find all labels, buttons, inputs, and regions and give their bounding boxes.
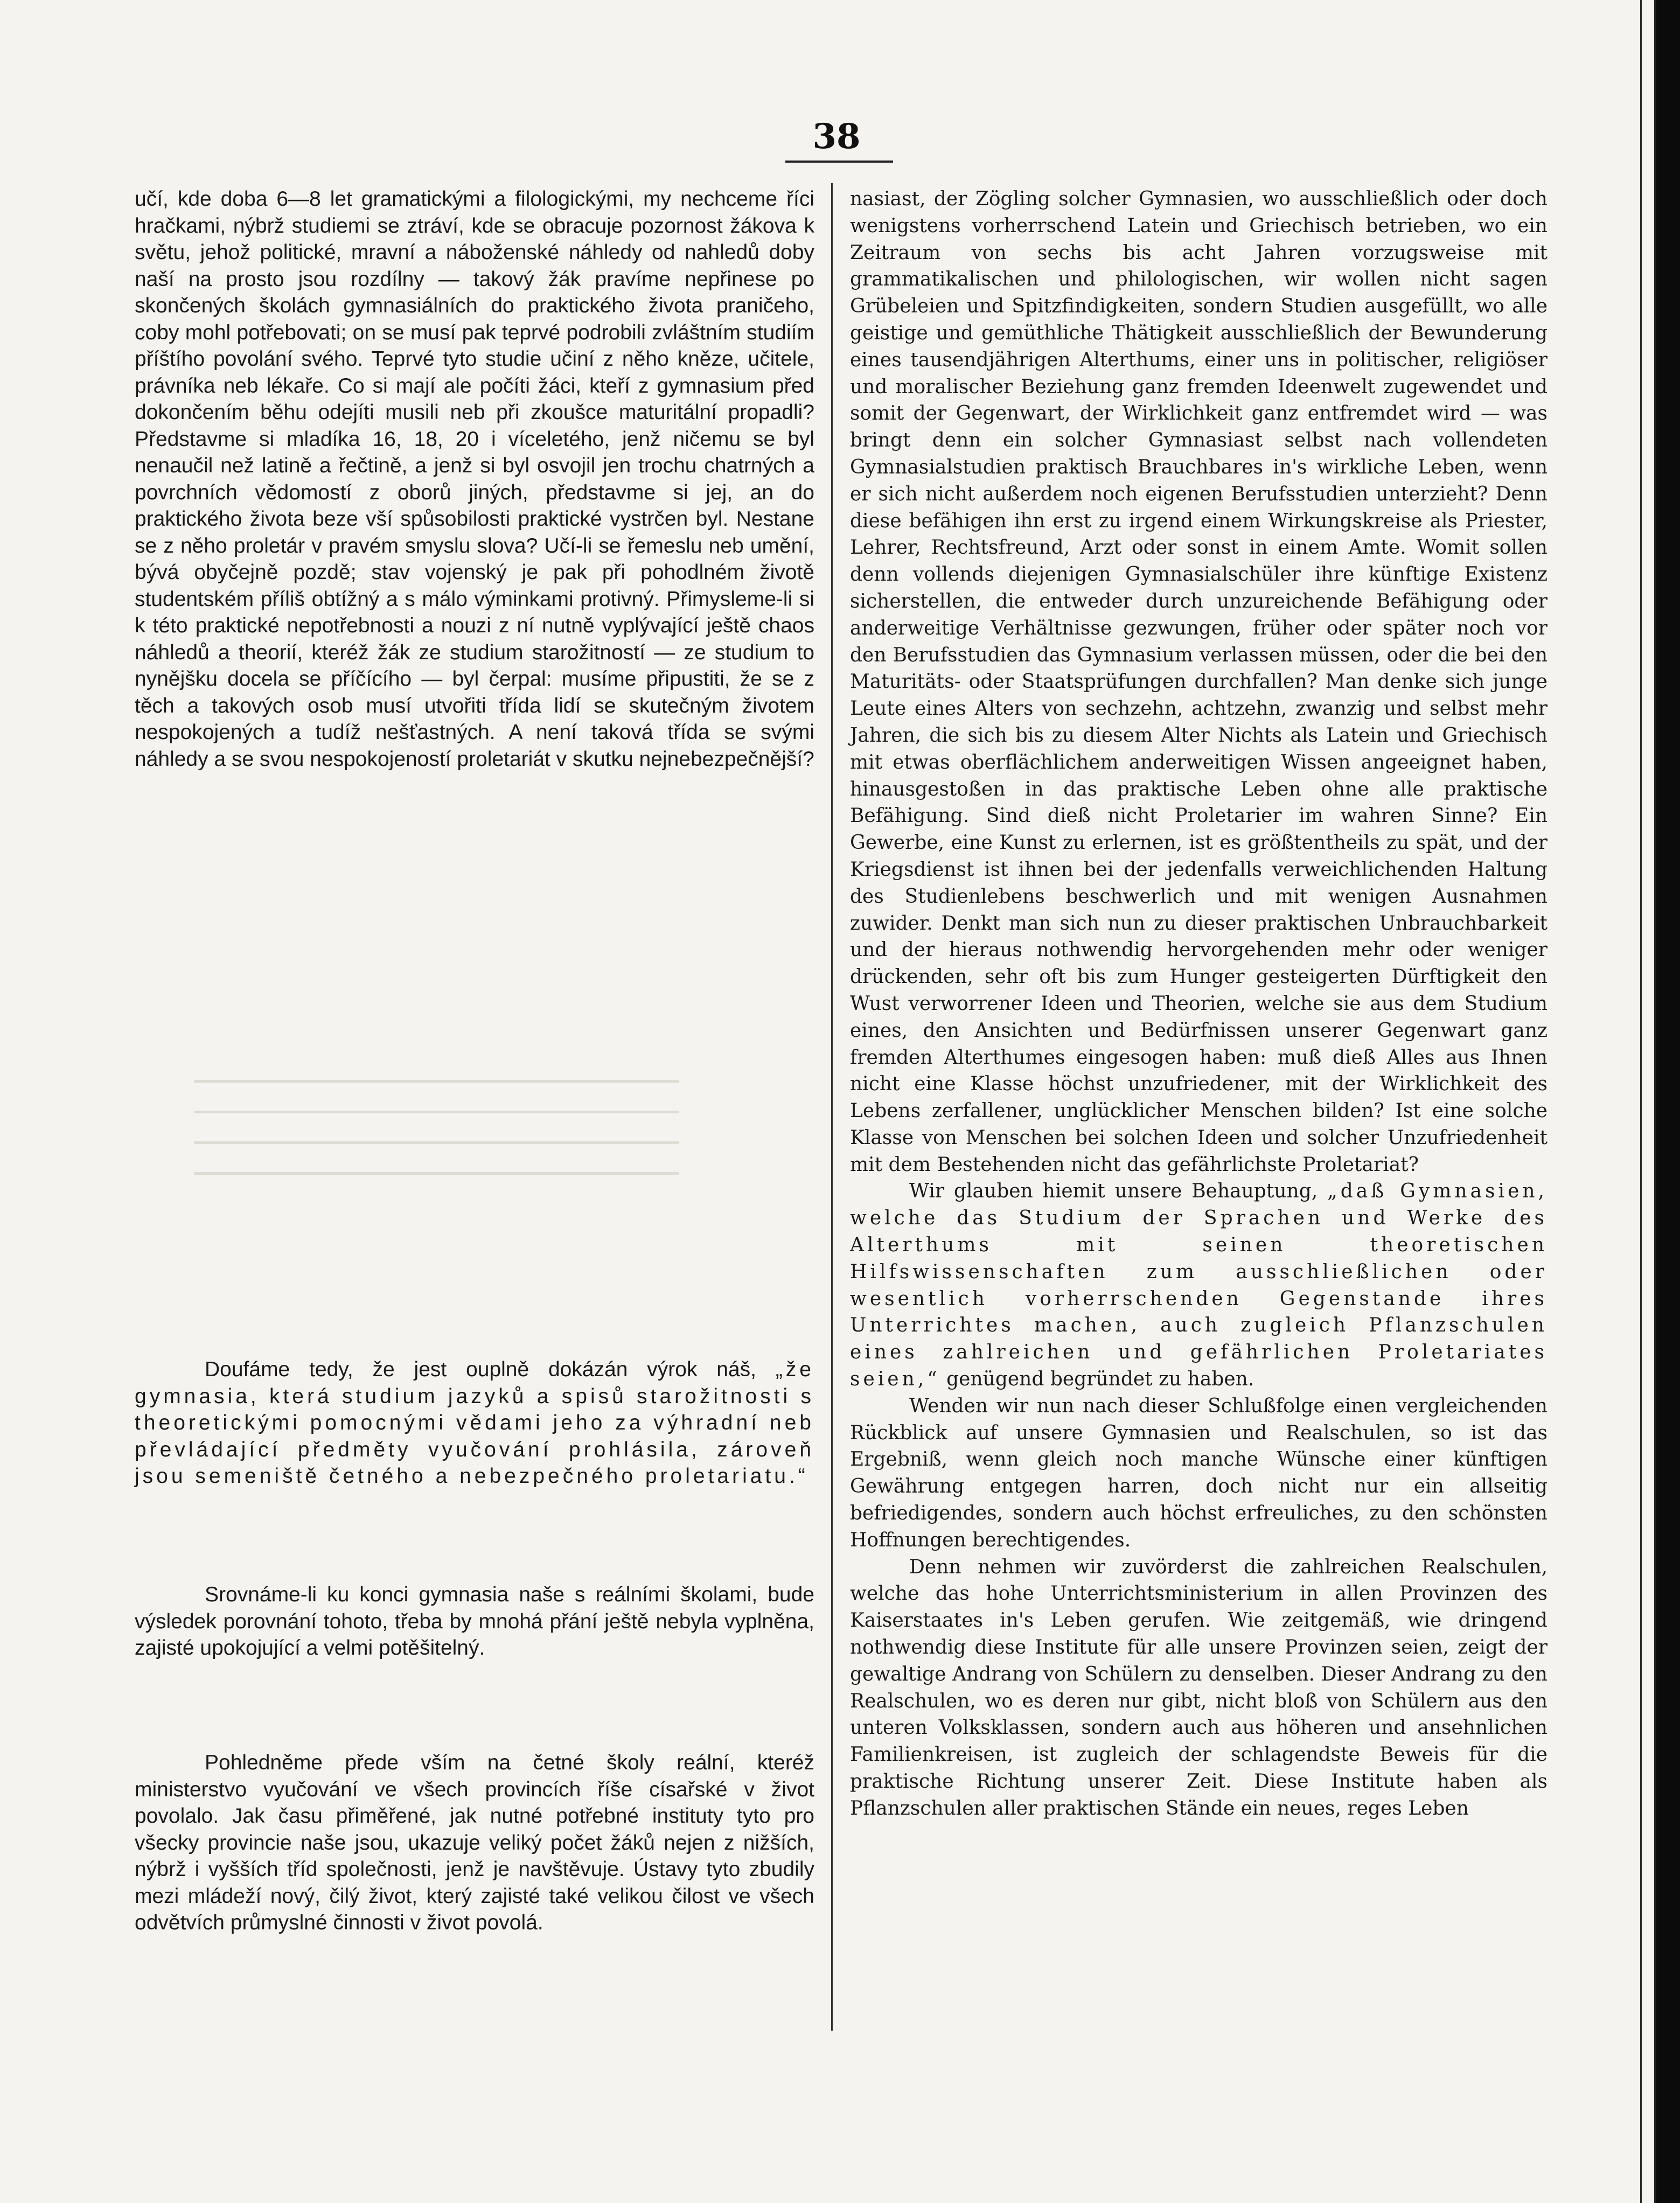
- right-paragraph-3: Wenden wir nun nach dieser Schlußfolge einen vergleichenden Rückblick auf unsere Gymnasien und Realschulen, so ist das Ergebniß, wenn gleich noch manche Wünsche einer künftigen Gewährung entgegen harren, doch nicht nur ein allseitig befriedigendes, sondern auch höchst erfreuliches, zu den schönsten Hoffnungen berechtigendes.: [850, 1395, 1547, 1551]
- right-column: [850, 186, 1547, 1822]
- left-column-section-4: [135, 1749, 814, 1936]
- left-paragraph-2: [135, 1356, 814, 1490]
- column-divider: [831, 183, 833, 2031]
- page-number: 38: [812, 116, 861, 157]
- page-edge-line: [1640, 0, 1642, 2203]
- left-paragraph-3: Srovnáme-li ku konci gymnasia naše s reálními školami, bude výsledek porovnání tohoto, třeba by mnohá přání ještě nebyla vyplněna, zajisté upokojující a velmi potěšitelný.: [135, 1583, 814, 1660]
- page-number-rule: [785, 161, 893, 163]
- right-paragraph-2-outro: genügend begründet zu haben.: [946, 1368, 1254, 1391]
- left-paragraph-4: Pohledněme přede vším na četné školy reální, kteréž ministerstvo vyučování ve všech provincích říše císařské v život povolalo. Jak času přiměřené, jak nutné potřebné instituty tyto pro všecky provincie naše jsou, ukazuje veliký počet žáků nejen z nižších, nýbrž i vyšších tříd společnosti, jenž je navštěvuje. Ústavy tyto zbudily mezi mládeží nový, čilý život, který zajisté také velikou čilost ve všech odvětvích průmyslné činnosti v život povolá.: [135, 1751, 814, 1934]
- right-paragraph-1: nasiast, der Zögling solcher Gymnasien, wo ausschließlich oder doch wenigstens vorherrschend Latein und Griechisch betrieben, wo ein Zeitraum von sechs bis acht Jahren vorzugsweise mit grammatikalischen und philologischen, wir wollen nicht sagen Grübeleien und Spitzfindigkeiten, sondern Studien ausgefüllt, wo alle geistige und gemüthliche Thätigkeit ausschließlich der Bewunderung eines tausendjährigen Alterthums, einer uns in politischer, religiöser und moralischer Beziehung ganz fremden Ideenwelt zugewendet und somit der Gegenwart, der Wirklichkeit ganz entfremdet wird — was bringt denn ein solcher Gymnasiast selbst nach vollendeten Gymnasialstudien praktisch Brauchbares in's wirkliche Leben, wenn er sich nicht außerdem noch eigenen Berufsstudien unterzieht? Denn diese befähigen ihn erst zu irgend einem Wirkungskreise als Priester, Lehrer, Rechtsfreund, Arzt oder sonst in einem Amte. Womit sollen denn vollends diejenigen Gymnasialschüler ihre künftige Existenz sicherstellen, die entweder durch unzureichende Befähigung oder anderweitige Verhältnisse gezwungen, früher oder später noch vor den Berufsstudien das Gymnasium verlassen müssen, oder die bei den Maturitäts- oder Staatsprüfungen durchfallen? Man denke sich junge Leute eines Alters von sechzehn, achtzehn, zwanzig und selbst mehr Jahren, die sich bis zu diesem Alter Nichts als Latein und Griechisch mit etwas oberflächlichem anderweitigen Wissen angeeignet haben, hinausgestoßen in das praktische Leben ohne alle praktische Befähigung. Sind dieß nicht Proletarier im wahren Sinne? Ein Gewerbe, eine Kunst zu erlernen, ist es größtentheils zu spät, und der Kriegsdienst ist ihnen bei der jedenfalls verweichlichenden Haltung des Studienlebens beschwerlich und mit wenigen Ausnahmen zuwider. Denkt man sich nun zu dieser praktischen Unbrauchbarkeit und der hieraus nothwendig hervorgehenden mehr oder weniger drückenden, sehr oft bis zum Hunger gesteigerten Dürftigkeit den Wust verworrener Ideen und Theorien, welche sie aus dem Studium eines, den Ansichten und Bedürfnissen unserer Gegenwart ganz fremden Alterthumes eingesogen haben: muß dieß Alles aus Ihnen nicht eine Klasse höchst unzufriedener, mit der Wirklichkeit des Lebens zerfallener, unglücklicher Menschen bilden? Ist eine solche Klasse von Menschen bei solchen Ideen und solcher Unzufriedenheit mit dem Bestehenden nicht das gefährlichste Proletariat?: [850, 188, 1547, 1176]
- left-paragraph-2-intro: Doufáme tedy, že jest ouplně dokázán výrok náš,: [205, 1358, 756, 1381]
- right-paragraph-2-intro: Wir glauben hiemit unsere Behauptung,: [909, 1180, 1318, 1203]
- left-paragraph-1: učí, kde doba 6—8 let gramatickými a filologickými, my nechceme říci hračkami, nýbrž studiemi se ztráví, kde se obracuje pozornost žákova k světu, jehož politické, mravní a náboženské náhledy od nahledů doby naší na prosto jsou rozdílny — takový žák pravíme nepřinese po skončených školách gymnasiálních do praktického života praničeho, coby mohl potřebovati; on se musí pak teprvé podrobili zvláštním studiím příštího povolání svého. Teprvé tyto studie učiní z něho kněze, učitele, právníka neb lékaře. Co si mají ale počíti žáci, kteří z gymnasium před dokončením běhu odejíti musili neb při zkoušce maturitální propadli? Představme si mladíka 16, 18, 20 i víceletého, jenž ničemu se byl nenaučil než latině a řečtině, a jenž si byl osvojil jen trochu chatrných a povrchních vědomostí z oborů jiných, představme si jej, an do praktického života beze vší spůsobilosti praktické vystrčen byl. Nestane se z něho proletár v pravém smyslu slova? Učí-li se řemeslu neb umění, bývá obyčejně pozdě; stav vojenský je pak při pohodlném životě studentském příliš obtížný a s málo výminkami protivný. Přimysleme-li si k této praktické nepotřebnosti a nouzi z ní nutně vyplývající ještě chaos náhledů a theorií, kteréž žák ze studium starožitností — ze studium to nynějšku docela se příčícího — byl čerpal: musíme připustiti, že se z těch a takových osob musí utvořiti třída lidí se skutečným životem nespokojených a tudíž nešťastných. A není taková třída se svými náhledy a se svou nespokojeností proletariát v skutku nejnebezpečnější?: [135, 187, 814, 771]
- left-column-section-1: [135, 186, 814, 772]
- right-paragraph-2: [850, 1178, 1547, 1392]
- right-paragraph-4: Denn nehmen wir zuvörderst die zahlreichen Realschulen, welche das hohe Unterrichtsministerium in allen Provinzen des Kaiserstaates in's Leben gerufen. Wie zeitgemäß, wie dringend nothwendig diese Institute für alle unsere Provinzen seien, zeigt der gewaltige Andrang von Schülern zu denselben. Dieser Andrang zu den Realschulen, wo es deren nur gibt, nicht bloß von Schülern aus den unteren Volksklassen, sondern auch aus höheren und ansehnlichen Familienkreisen, ist zugleich der schlagendste Beweis für die praktische Richtung unserer Zeit. Diese Institute haben als Pflanzschulen aller praktischen Stände ein neues, reges Leben: [850, 1556, 1547, 1819]
- bleed-through-marks: [194, 1080, 679, 1242]
- right-paragraph-2-quote: „daß Gymnasien, welche das Studium der Sprachen und Werke des Alterthums mit seinen theoretischen Hilfswissenschaften zum ausschließlichen oder wesentlich vorherrschenden Gegenstande ihres Unterrichtes machen, auch zugleich Pflanzschulen eines zahlreichen und gefährlichen Proletariates seien,“: [850, 1180, 1548, 1391]
- left-column-section-2: [135, 1356, 814, 1490]
- left-column-section-3: [135, 1581, 814, 1662]
- left-paragraph-2-quote: „že gymnasia, která studium jazyků a spisů starožitnosti s theoretickými pomocnými vědami jeho za výhradní neb převládající předměty vyučování prohlásila, zároveň jsou semeniště četného a nebezpečného proletariatu.“: [135, 1358, 814, 1488]
